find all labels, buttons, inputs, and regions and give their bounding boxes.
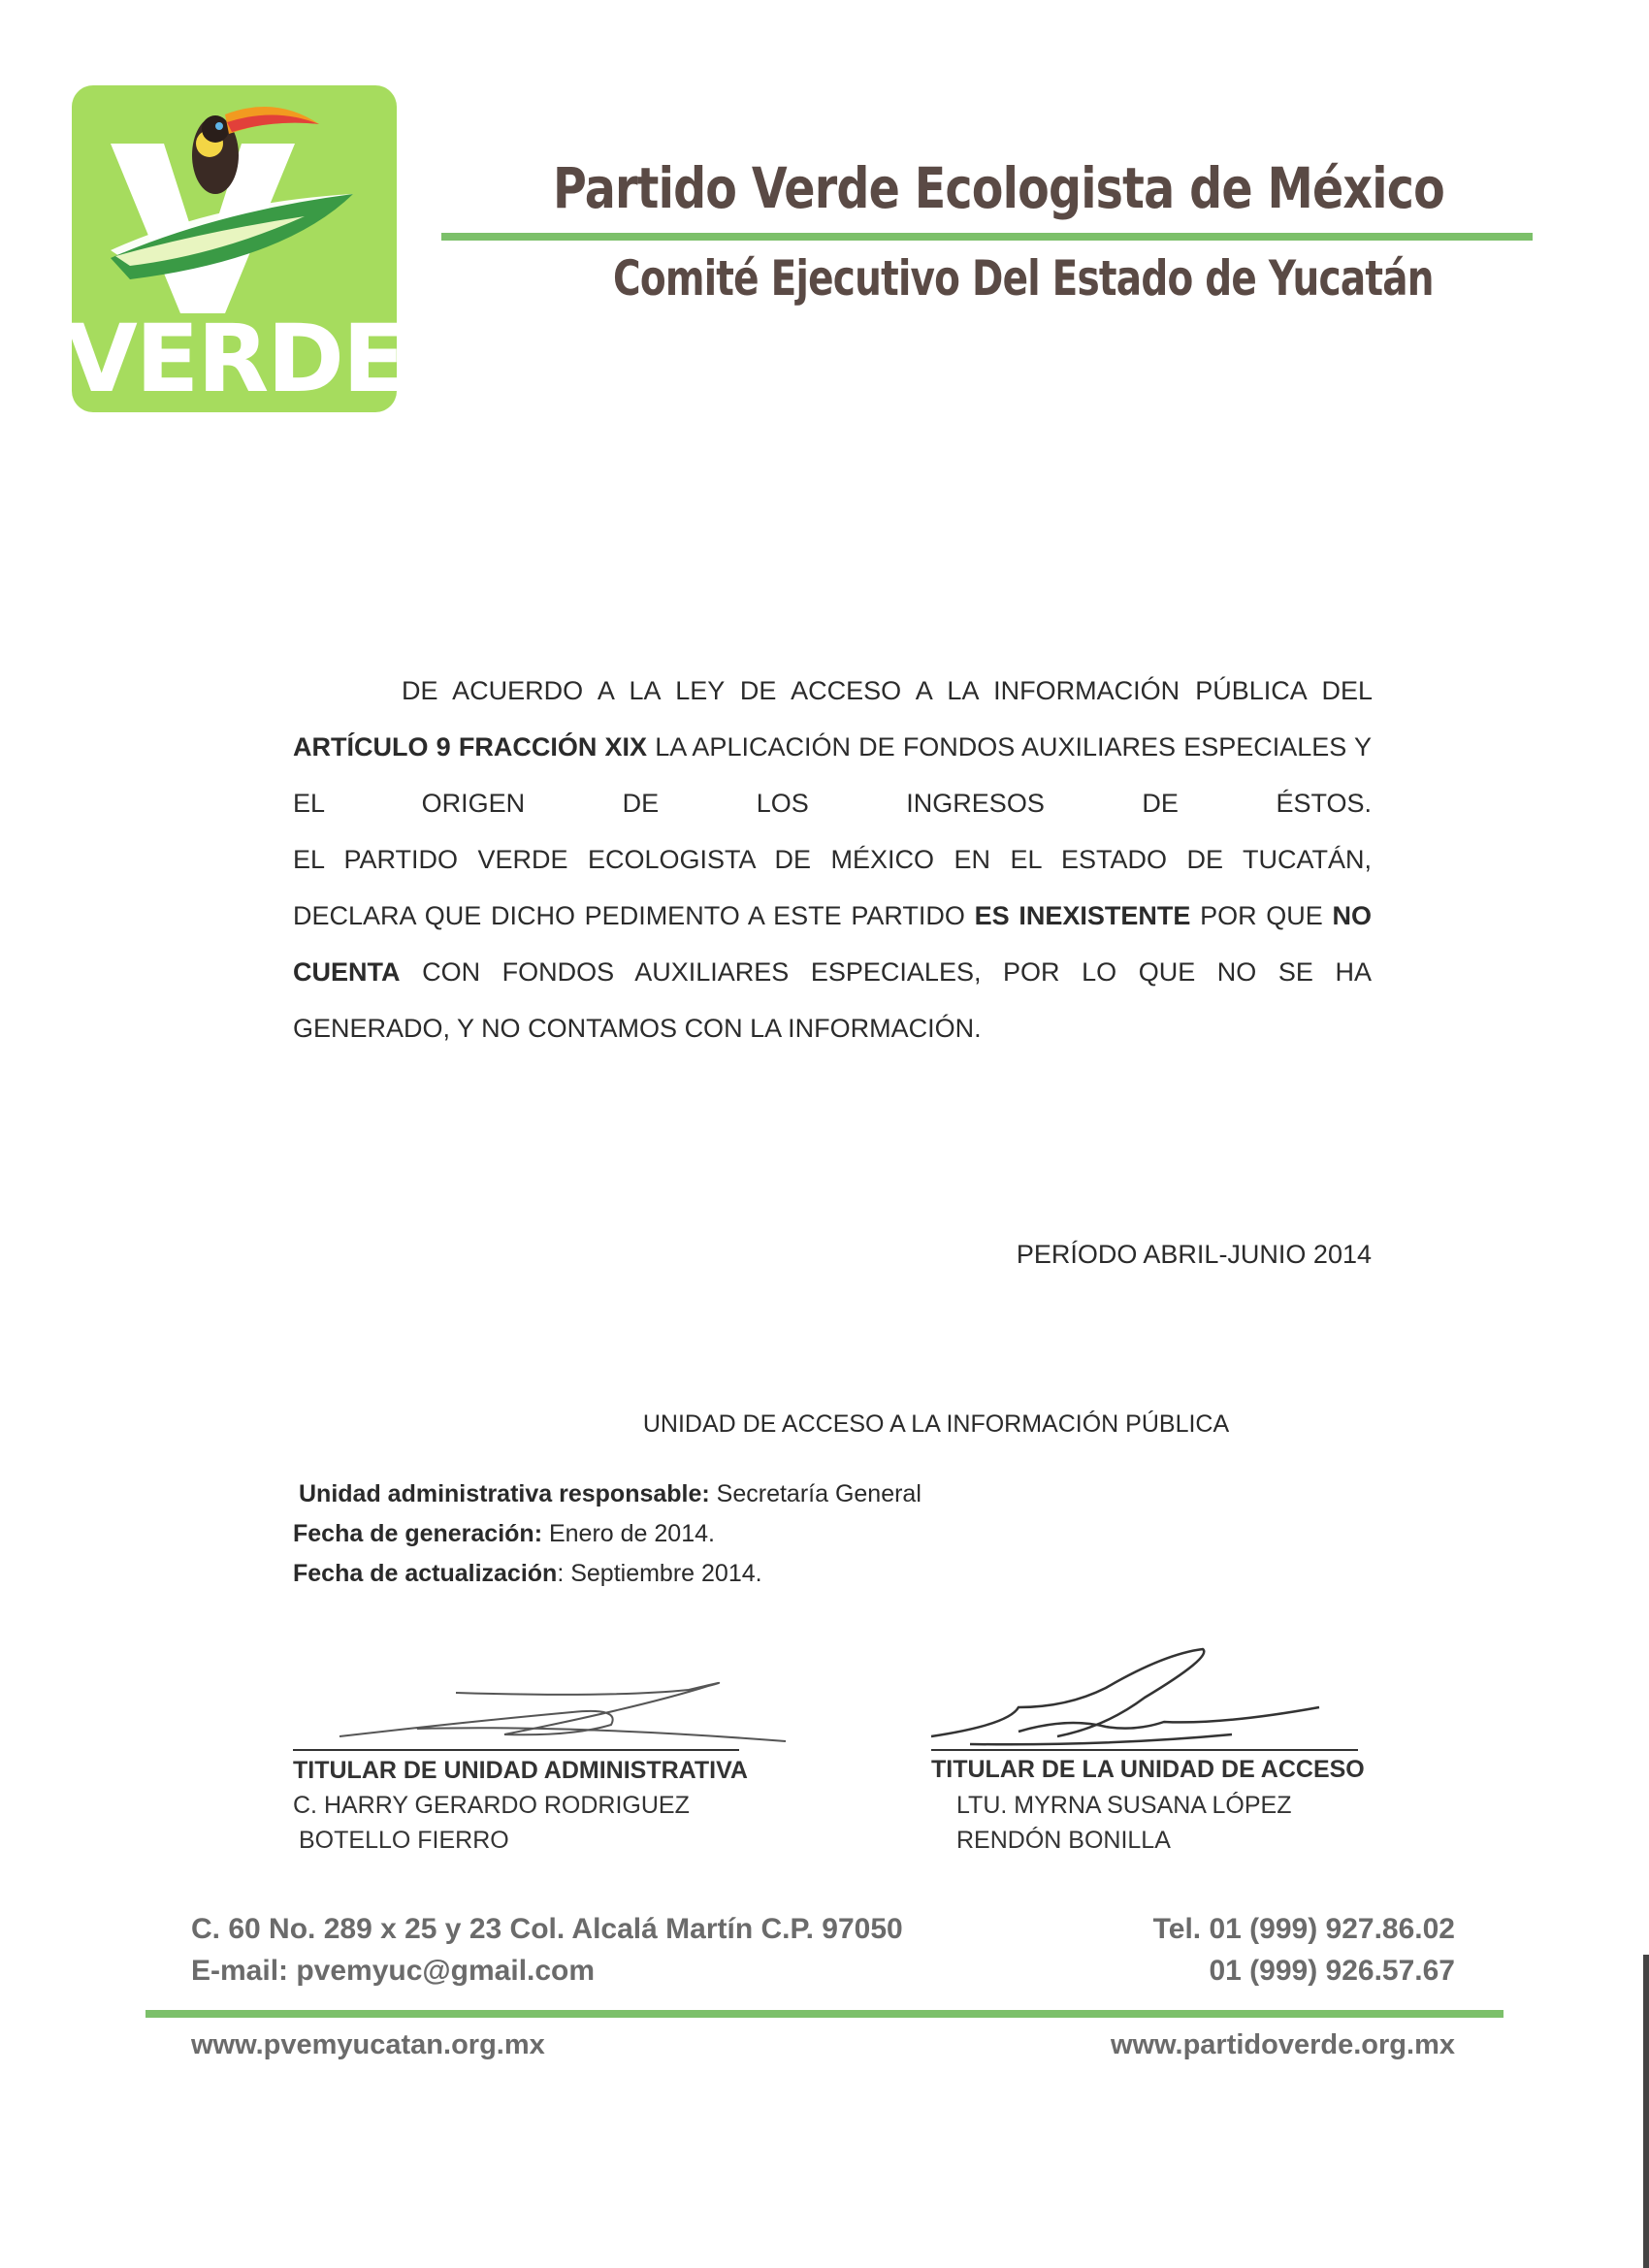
left-signature bbox=[320, 1669, 805, 1756]
period-label: PERÍODO ABRIL-JUNIO 2014 bbox=[1016, 1240, 1372, 1269]
footer-site-national[interactable]: www.partidoverde.org.mx bbox=[1110, 2029, 1455, 2060]
p1-line1: DE ACUERDO A LA LEY DE ACCESO A LA INFORMACIÓN PÚBLICA DEL bbox=[402, 676, 1372, 705]
party-logo bbox=[72, 85, 397, 412]
header-divider bbox=[441, 233, 1533, 241]
organization-title: Partido Verde Ecologista de México bbox=[553, 155, 1445, 221]
p2-no-account: NO CUENTA bbox=[293, 901, 1372, 987]
left-signer-name-2: BOTELLO FIERRO bbox=[299, 1827, 509, 1854]
paragraph-1 bbox=[293, 663, 1372, 831]
p2-end: CON FONDOS AUXILIARES ESPECIALES, POR LO QUE NO SE HA GENERADO, Y NO CONTAMOS CON LA INFORMACIÓN. bbox=[293, 957, 1372, 1043]
right-signer-name-2: RENDÓN BONILLA bbox=[956, 1827, 1171, 1854]
document-metadata bbox=[293, 1474, 922, 1594]
footer-phone-1: Tel. 01 (999) 927.86.02 bbox=[1152, 1913, 1455, 1945]
footer-address: C. 60 No. 289 x 25 y 23 Col. Alcalá Martín C.P. 97050 bbox=[191, 1913, 903, 1945]
paragraph-2 bbox=[293, 831, 1372, 1056]
footer-phone-2: 01 (999) 926.57.67 bbox=[1209, 1955, 1455, 1987]
left-signer-name-1: C. HARRY GERARDO RODRIGUEZ bbox=[293, 1792, 690, 1819]
right-signer-name-1: LTU. MYRNA SUSANA LÓPEZ bbox=[956, 1792, 1292, 1819]
committee-subtitle: Comité Ejecutivo Del Estado de Yucatán bbox=[613, 250, 1434, 307]
left-signature-line bbox=[293, 1749, 739, 1751]
declaration-body bbox=[293, 663, 1372, 1056]
footer-email: E-mail: pvemyuc@gmail.com bbox=[191, 1955, 596, 1987]
left-signature-title: TITULAR DE UNIDAD ADMINISTRATIVA bbox=[293, 1757, 748, 1784]
right-signature bbox=[912, 1639, 1339, 1756]
meta-responsible: Unidad administrativa responsable: Secretaría General bbox=[299, 1480, 922, 1507]
p1-rest: LA APLICACIÓN DE FONDOS AUXILIARES ESPECIALES Y EL ORIGEN DE LOS INGRESOS DE ÉSTOS. bbox=[293, 732, 1372, 818]
p2-inexistent: ES INEXISTENTE bbox=[974, 901, 1191, 930]
right-signature-line bbox=[931, 1749, 1358, 1751]
p1-article: ARTÍCULO 9 FRACCIÓN XIX bbox=[293, 732, 648, 761]
logo-text: VERDE bbox=[72, 305, 397, 412]
meta-generated: Fecha de generación: Enero de 2014. bbox=[293, 1520, 715, 1547]
scan-edge bbox=[1643, 1955, 1649, 2268]
footer-divider bbox=[146, 2010, 1504, 2018]
meta-updated: Fecha de actualización: Septiembre 2014. bbox=[293, 1560, 762, 1587]
p2-mid: POR QUE bbox=[1190, 901, 1333, 930]
right-signature-title: TITULAR DE LA UNIDAD DE ACCESO bbox=[931, 1756, 1365, 1783]
access-unit-heading: UNIDAD DE ACCESO A LA INFORMACIÓN PÚBLICA bbox=[642, 1410, 1230, 1438]
p2-start: EL PARTIDO VERDE ECOLOGISTA DE MÉXICO EN EL ESTADO DE TUCATÁN, DECLARA QUE DICHO PEDIMENTO A ESTE PARTIDO bbox=[293, 845, 1372, 930]
footer-site-local[interactable]: www.pvemyucatan.org.mx bbox=[191, 2029, 545, 2060]
